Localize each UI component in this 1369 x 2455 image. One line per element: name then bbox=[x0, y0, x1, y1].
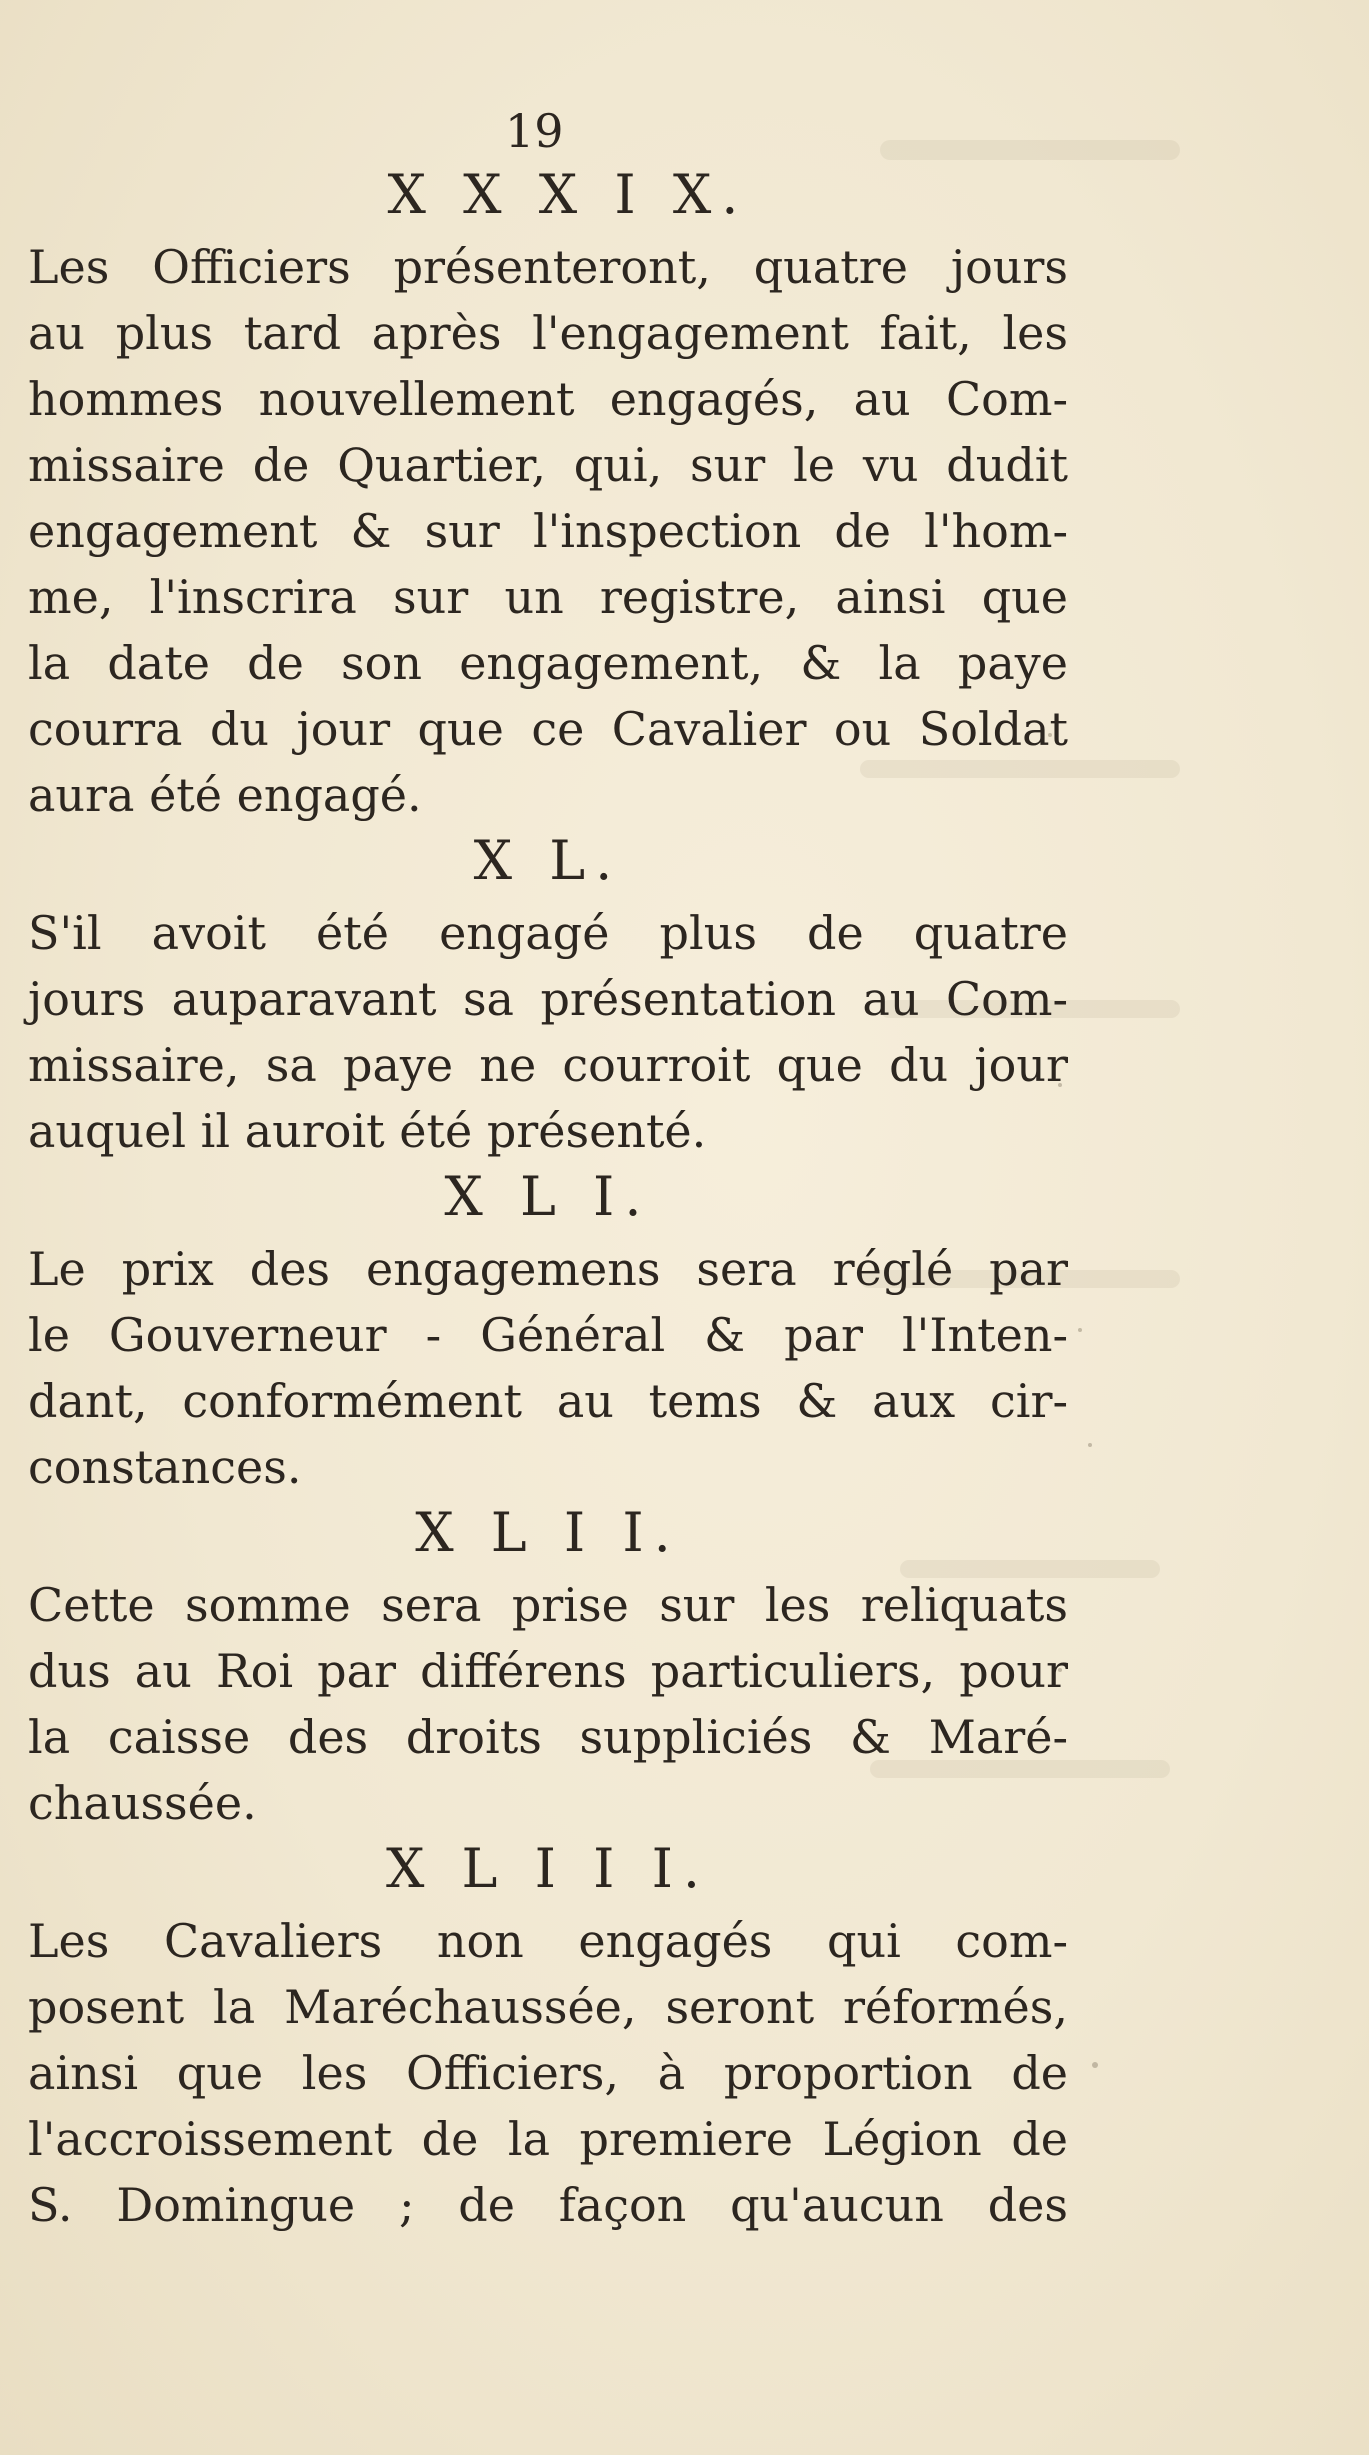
article-heading: X L I. bbox=[444, 1165, 652, 1228]
text-block bbox=[28, 162, 1068, 2238]
text-line: me, l'inscrira sur un registre, ainsi que bbox=[28, 570, 1068, 624]
page-number: 19 bbox=[505, 104, 564, 158]
text-line: engagement & sur l'inspection de l'hom- bbox=[28, 504, 1068, 558]
text-line: le Gouverneur - Général & par l'Inten- bbox=[28, 1308, 1068, 1362]
article-paragraph bbox=[28, 234, 1068, 828]
text-line: missaire de Quartier, qui, sur le vu dudit bbox=[28, 438, 1068, 492]
article-39 bbox=[28, 162, 1068, 828]
text-line: hommes nouvellement engagés, au Com- bbox=[28, 372, 1068, 426]
text-line: chaussée. bbox=[28, 1776, 257, 1830]
text-line: posent la Maréchaussée, seront réformés, bbox=[28, 1980, 1068, 2034]
article-heading: X L. bbox=[473, 829, 623, 892]
article-40 bbox=[28, 828, 1068, 1164]
article-paragraph bbox=[28, 900, 1068, 1164]
article-42 bbox=[28, 1500, 1068, 1836]
text-line: la date de son engagement, & la paye bbox=[28, 636, 1068, 690]
text-line: aura été engagé. bbox=[28, 768, 422, 822]
text-line: missaire, sa paye ne courroit que du jour bbox=[28, 1038, 1068, 1092]
text-line: Cette somme sera prise sur les reliquats bbox=[28, 1578, 1068, 1632]
text-line: S'il avoit été engagé plus de quatre bbox=[28, 906, 1068, 960]
text-line: l'accroissement de la premiere Légion de bbox=[28, 2112, 1068, 2166]
article-paragraph bbox=[28, 1908, 1068, 2238]
text-line: S. Domingue ; de façon qu'aucun des bbox=[28, 2178, 1068, 2232]
text-line: ainsi que les Officiers, à proportion de bbox=[28, 2046, 1068, 2100]
article-heading: X X X I X. bbox=[387, 163, 749, 226]
text-line: Les Officiers présenteront, quatre jours bbox=[28, 240, 1068, 294]
text-line: au plus tard après l'engagement fait, les bbox=[28, 306, 1068, 360]
text-line: Les Cavaliers non engagés qui com- bbox=[28, 1914, 1068, 1968]
text-line: auquel il auroit été présenté. bbox=[28, 1104, 707, 1158]
text-line: courra du jour que ce Cavalier ou Soldat bbox=[28, 702, 1068, 756]
article-heading: X L I I. bbox=[415, 1501, 681, 1564]
article-43 bbox=[28, 1836, 1068, 2238]
text-line: Le prix des engagemens sera réglé par bbox=[28, 1242, 1068, 1296]
article-41 bbox=[28, 1164, 1068, 1500]
article-heading: X L I I I. bbox=[385, 1837, 711, 1900]
text-line: dus au Roi par différens particuliers, pour bbox=[28, 1644, 1068, 1698]
text-line: dant, conformément au tems & aux cir- bbox=[28, 1374, 1068, 1428]
text-line: jours auparavant sa présentation au Com- bbox=[28, 972, 1068, 1026]
article-paragraph bbox=[28, 1572, 1068, 1836]
text-line: la caisse des droits suppliciés & Maré- bbox=[28, 1710, 1068, 1764]
article-paragraph bbox=[28, 1236, 1068, 1500]
text-line: constances. bbox=[28, 1440, 302, 1494]
